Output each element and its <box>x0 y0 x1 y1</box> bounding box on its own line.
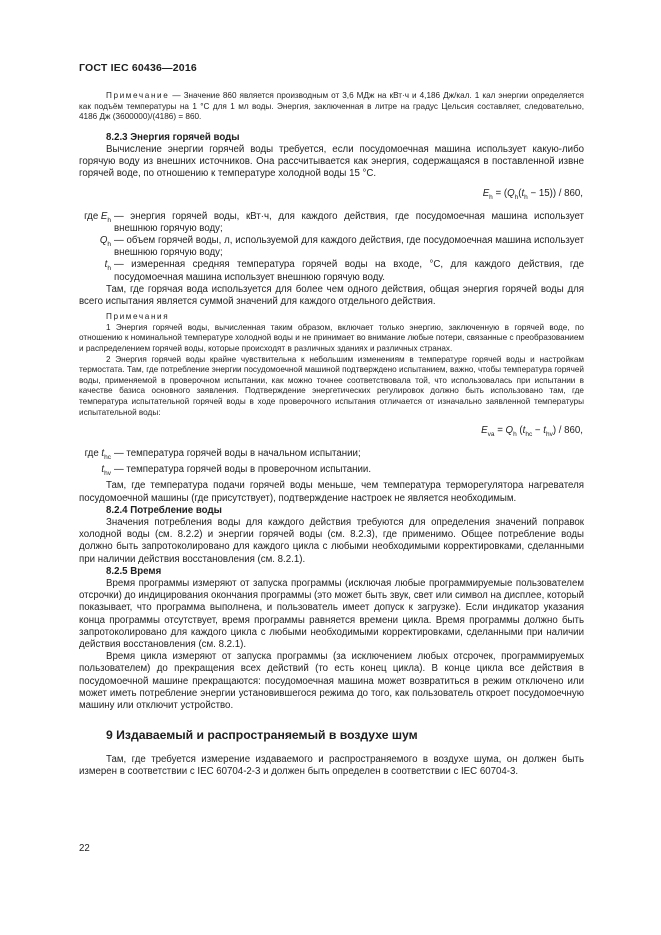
page-content <box>79 91 584 779</box>
def-th-dash: — <box>114 259 124 271</box>
def-thv-text: температура горячей воды в проверочном испытании. <box>126 464 372 476</box>
eq1-t: t <box>521 187 525 199</box>
def-thc-sub: hc <box>104 453 111 461</box>
def-th-text: измеренная средняя температура горячей воды на входе, °С, для каждого действия, где посудомоечная машина использует внешнюю горячую воду. <box>114 259 584 283</box>
note-top-text: — Значение 860 является производным от 3,6 МДж на кВт·ч и 4,186 Дж/кал. 1 кал энергии определяется как подъём температуры на 1 °С для 1 мл воды. Энергия, заключенная в литре на градус Цельсия составляет, следовательно, 4186 Дж (3600000)/(4186) = 860. <box>79 91 584 122</box>
paragraph-8-2-3-thermostat: Там, где температура подачи горячей воды меньше, чем температура терморегулятора нагревателя посудомоечной машины (где присутствует), подтверждение настроек не является необходимым. <box>79 480 584 504</box>
def-qh-symbol: Q <box>99 234 108 246</box>
where-label-2: где <box>84 448 99 460</box>
def-qh-dash: — <box>114 234 124 246</box>
note-top-label: Примечание <box>106 91 170 100</box>
def-eh-dash: — <box>114 210 124 222</box>
where-label: где <box>84 210 99 222</box>
eq2-mid: ( <box>516 425 523 437</box>
def-qh-text: объем горячей воды, л, используемой для каждого действия, где посудомоечная машина использует внешнюю горячую воду; <box>114 234 584 259</box>
note-1: 1 Энергия горячей воды, вычисленная таким образом, включает только энергию, заключенную в горячей воде, по отношению к номинальной температуре холодной воды и не принимает во внимание любые потери, связанные с преобразованием и распределением горячей воды, которые происходят в различных зданиях и различных странах. <box>79 322 584 353</box>
def-thc-symbol: t <box>101 448 105 460</box>
eq2-q-sub: h <box>513 431 517 439</box>
def-qh-sub: h <box>107 240 111 248</box>
eq2-minus: − <box>532 425 544 437</box>
note-top <box>79 91 584 123</box>
eq2-lhs-sub: va <box>487 431 495 439</box>
notes-heading: Примечания <box>106 312 170 322</box>
eq2-end: ) / 860, <box>552 425 583 437</box>
eq1-t-sub: h <box>524 193 528 201</box>
paragraph-8-2-5-cycle-time: Время цикла измеряют от запуска программы (за исключением любых отсрочек, программируемых пользователем) до прекращения всех действий (то есть конец цикла). В конце цикла все действия в посудомоечной машине прекращаются: посудомоечная машина может возвратиться в режим отключено или может иметь потребление энергии установившегося режима до того, как пользователь откроет посудомоечную машину или отключит устройство. <box>79 651 584 711</box>
definition-qh <box>79 235 584 259</box>
note-2: 2 Энергия горячей воды крайне чувствительна к небольшим изменениям в температуре горячей воды и настройкам термостата. Там, где потребление энергии посудомоечной машиной подтверждено испытанием, важно, чтобы температура горячей воды, применяемой в проверочном испытании, как можно точнее соответствовала той, что использовалась при испытании в качестве базиса основного заявления. Подтверждение энергетических регулировок должно быть использовано там, где температура испытательной горячей воды в ходе проверочного испытания отличается от изначально заявленной температуры испытательной воды: <box>79 354 584 417</box>
equation-eh <box>79 187 584 205</box>
equation-eva <box>79 424 584 442</box>
heading-8-2-4: 8.2.4 Потребление воды <box>106 504 222 516</box>
def-eh-symbol: E <box>100 210 108 222</box>
definition-thc <box>79 448 584 464</box>
eq1-q: Q <box>507 187 515 199</box>
def-th-sub: h <box>107 265 111 273</box>
eq1-lhs: E <box>482 187 490 199</box>
definition-th <box>79 259 584 283</box>
def-eh-sub: h <box>107 216 111 224</box>
heading-section-9: 9 Издаваемый и распространяемый в воздухе шум <box>106 728 418 743</box>
eq2-t1: t <box>522 425 526 437</box>
def-thc-dash: — <box>114 448 124 460</box>
eq2-t2: t <box>543 425 546 437</box>
page-number: 22 <box>79 843 90 854</box>
def-th-symbol: t <box>104 259 108 271</box>
eq1-eq: = ( <box>492 187 508 199</box>
eq1-mid: ( <box>518 187 522 199</box>
paragraph-8-2-3-intro: Вычисление энергии горячей воды требуется, если посудомоечная машина использует какую-либо горячую воду из внешних источников. Она рассчитывается как энергия, содержащаяся в поставленной извне горячей воде, по отношению к температуре холодной воды 15 °С. <box>79 143 584 180</box>
heading-8-2-3: 8.2.3 Энергия горячей воды <box>106 131 240 143</box>
def-thc-text: температура горячей воды в начальном испытании; <box>126 448 361 460</box>
paragraph-section-9: Там, где требуется измерение издаваемого и распространяемого в воздухе шума, он должен быть измерен в соответствии с IEC 60704-2-3 и должен быть определен в соответствии с IEC 60704-3. <box>79 754 584 778</box>
heading-8-2-5: 8.2.5 Время <box>106 565 162 577</box>
eq2-eq: = <box>494 425 506 437</box>
document-header: ГОСТ IEC 60436—2016 <box>79 62 197 74</box>
definition-thv <box>79 464 584 480</box>
eq1-rest: − 15)) / 860, <box>527 187 583 199</box>
definition-eh <box>79 211 584 235</box>
eq1-lhs-sub: h <box>489 193 493 201</box>
eq2-t2-sub: hv <box>545 431 553 439</box>
def-thv-dash: — <box>114 464 124 476</box>
paragraph-8-2-5-program-time: Время программы измеряют от запуска программы (исключая любые программируемые пользователем отсрочки) до индицирования окончания программы (это может быть звук, свет или символ на дисплее, который показывает, что программа выполнена, и пользователь имеет допуск к загрузке). Если индикатор указания конца программы отсутствует, время программы равняется времени цикла. Время программы должно быть запротоколировано для каждого цикла с любыми необходимыми корректировками, сделанными при наличии действия восстановления (см. 8.2.1). <box>79 577 584 650</box>
def-thv-symbol: t <box>101 464 105 476</box>
eq2-q: Q <box>505 425 514 437</box>
paragraph-8-2-3-total: Там, где горячая вода используется для более чем одного действия, общая энергия горячей воды для всего испытания является суммой значений для каждого отдельного действия. <box>79 283 584 307</box>
paragraph-8-2-4: Значения потребления воды для каждого действия требуются для определения значений поправок холодной воды (см. 8.2.2) и энергии горячей воды (см. 8.2.3), где применимо. Общее потребление воды должно быть запротоколировано для каждого цикла с любыми необходимыми корректировками, сделанными при наличии действия восстановления (см. 8.2.1). <box>79 516 584 565</box>
eq2-lhs: E <box>481 425 488 437</box>
def-thv-sub: hv <box>104 470 111 478</box>
def-eh-text: энергия горячей воды, кВт·ч, для каждого действия, где посудомоечная машина использует внешнюю горячую воду; <box>114 210 584 234</box>
eq2-t1-sub: hc <box>525 431 533 439</box>
eq1-q-sub: h <box>514 193 519 201</box>
